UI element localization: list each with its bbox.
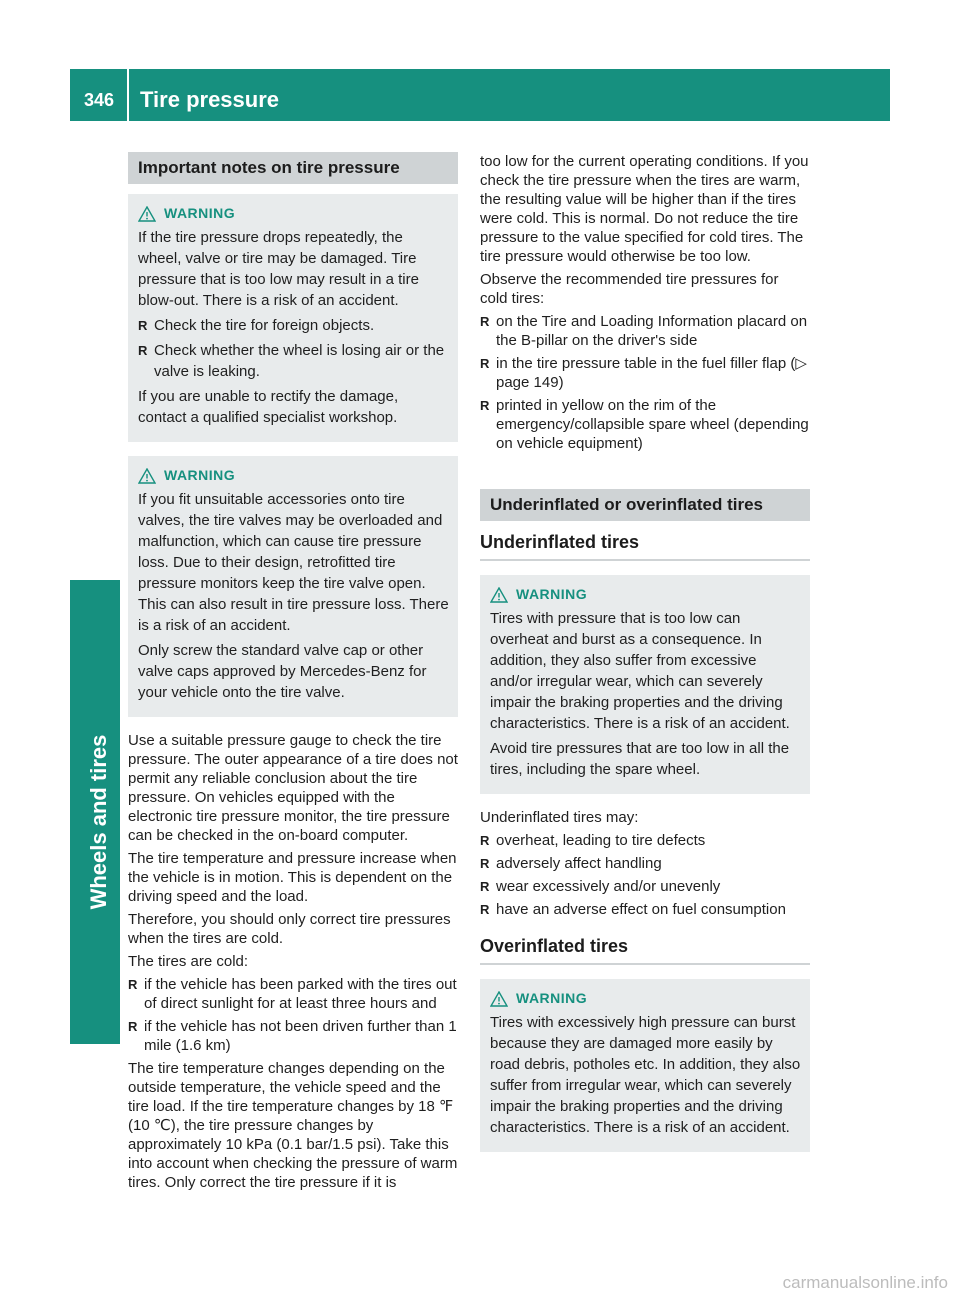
watermark: carmanualsonline.info (782, 1273, 948, 1292)
warning-text: If you are unable to rectify the damage, contact a qualified specialist workshop. (138, 388, 399, 426)
page-header (70, 69, 890, 121)
body-paragraph: Therefore, you should only correct tire pressures when the tires are cold. (128, 911, 451, 947)
bullet-item: R Check whether the wheel is losing air or the valve is leaking. (138, 340, 450, 382)
right-column (480, 152, 810, 1166)
header-divider (127, 69, 129, 121)
page-number: 346 (84, 90, 115, 110)
warning-label: WARNING (164, 205, 236, 221)
page-title: Tire pressure (140, 87, 280, 112)
warning-box (480, 575, 810, 794)
warning-triangle-icon (490, 991, 508, 1007)
bullet-item: R on the Tire and Loading Information placard on the B-pillar on the driver's side (480, 312, 810, 350)
bullet-item: R in the tire pressure table in the fuel filler flap (▷ page 149) (480, 354, 810, 392)
warning-label: WARNING (164, 467, 236, 483)
body-paragraph: The tires are cold: (128, 953, 249, 970)
warning-label: WARNING (516, 990, 588, 1006)
warning-text: If you fit unsuitable accessories onto tire valves, the tire valves may be overloaded and malfunction, which can cause tire pressure loss. Due to their design, retrofitted tire pressure monitors keep the tire valve open. This can also result in tire pressure loss. There is a risk of an accident. (138, 491, 449, 634)
bullet-item: R wear excessively and/or unevenly (480, 877, 810, 896)
body-paragraph: Observe the recommended tire pressures for cold tires: (480, 271, 779, 307)
body-paragraph: The tire temperature and pressure increase when the vehicle is in motion. This is dependent on the driving speed and the load. (128, 850, 457, 905)
subheading-overinflated: Overinflated tires (480, 935, 810, 965)
warning-text: If the tire pressure drops repeatedly, the wheel, valve or tire may be damaged. Tire pressure that is too low may result in a tire blow-out. There is a risk of an accident. (138, 229, 419, 309)
bullet-item: R printed in yellow on the rim of the emergency/collapsible spare wheel (depending on vehicle equipment) (480, 396, 810, 453)
bullet-item: R overheat, leading to tire defects (480, 831, 810, 850)
warning-text: Only screw the standard valve cap or other valve caps approved by Mercedes-Benz for your vehicle onto the tire valve. (138, 642, 427, 701)
warning-triangle-icon (490, 587, 508, 603)
warning-triangle-icon (138, 468, 156, 484)
warning-triangle-icon (138, 206, 156, 222)
warning-text: Tires with pressure that is too low can overheat and burst as a consequence. In addition, they also suffer from excessive and/or irregular wear, which can severely impair the braking properties and the driving characteristics. There is a risk of an accident. (490, 610, 790, 732)
body-paragraph: too low for the current operating conditions. If you check the tire pressure when the tires are warm, the resulting value will be higher than if the tires were cold. This is normal. Do not reduce the tire pressure to the value specified for cold tires. The tire pressure would otherwise be too low. (480, 153, 809, 265)
section-title-under-over: Underinflated or overinflated tires (480, 489, 810, 521)
bullet-item: R if the vehicle has not been driven further than 1 mile (1.6 km) (128, 1017, 458, 1055)
body-paragraph: Underinflated tires may: (480, 809, 639, 826)
left-column (128, 152, 458, 1196)
bullet-item: R have an adverse effect on fuel consumption (480, 900, 810, 919)
warning-box (480, 979, 810, 1152)
bullet-item: R Check the tire for foreign objects. (138, 315, 450, 336)
section-title-important-notes: Important notes on tire pressure (128, 152, 458, 184)
warning-box (128, 194, 458, 442)
warning-text: Tires with excessively high pressure can burst because they are damaged more easily by road debris, potholes etc. In addition, they also suffer from irregular wear, which can severely impair the braking properties and the driving characteristics. There is a risk of an accident. (490, 1014, 801, 1136)
bullet-item: R if the vehicle has been parked with the tires out of direct sunlight for at least three hours and (128, 975, 458, 1013)
bullet-item: R adversely affect handling (480, 854, 810, 873)
warning-label: WARNING (516, 586, 588, 602)
chapter-side-label: Wheels and tires (86, 734, 111, 910)
body-paragraph: The tire temperature changes depending on the outside temperature, the vehicle speed and the tire load. If the tire temperature changes by 18 ℉ (10 ℃), the tire pressure changes by approximately 10 kPa (0.1 bar/1.5 psi). Take this into account when checking the pressure of warm tires. Only correct the tire pressure if it is (128, 1060, 458, 1191)
warning-text: Avoid tire pressures that are too low in all the tires, including the spare wheel. (490, 740, 790, 778)
body-paragraph: Use a suitable pressure gauge to check the tire pressure. The outer appearance of a tire does not permit any reliable conclusion about the tire pressure. On vehicles equipped with the electronic tire pressure monitor, the tire pressure can be checked in the on-board computer. (128, 732, 458, 844)
warning-box (128, 456, 458, 717)
subheading-underinflated: Underinflated tires (480, 531, 810, 561)
